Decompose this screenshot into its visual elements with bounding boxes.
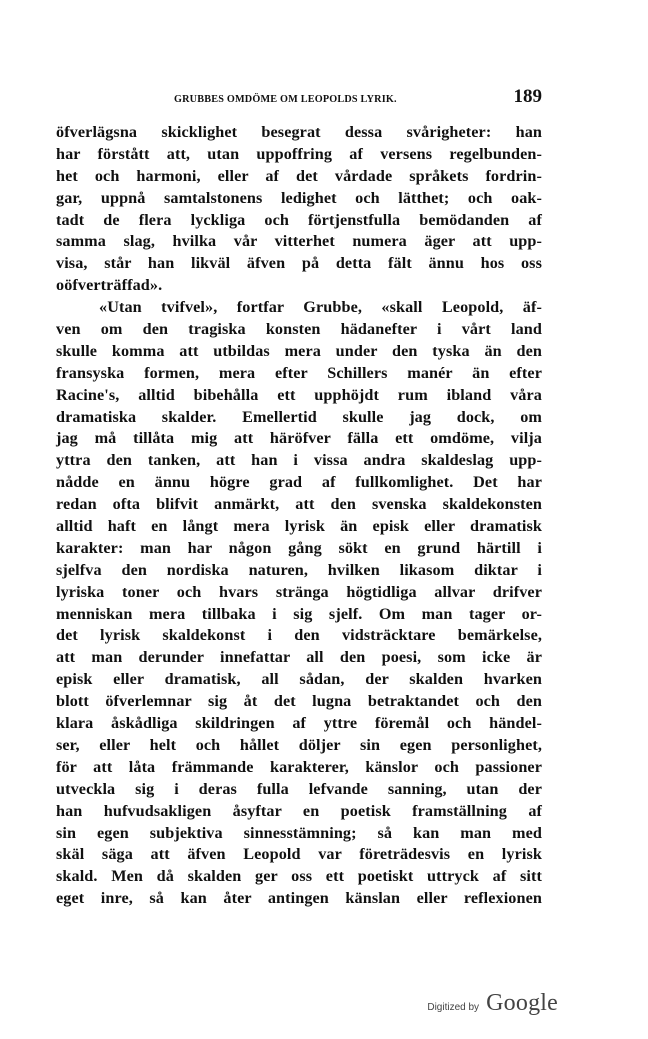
text-line: karakter: man har någon gång sökt en grund härtill i [56,538,542,557]
text-line: ven om den tragiska konsten hädanefter i vårt land [56,320,542,339]
text-line: tadt de flera lyckliga och förtjenstfulla bemödanden af [56,210,542,229]
digitized-by-label: Digitized by [427,1002,480,1013]
digitized-by-watermark [427,990,558,1017]
text-line: fransyska formen, mera efter Schillers manér än efter [56,363,542,382]
text-line: samma slag, hvilka vår vitterhet numera äger att upp- [56,232,542,251]
text-line: blott öfverlemnar sig åt det lugna betraktandet och den [56,692,542,711]
text-line: har förstått att, utan uppoffring af versens regelbunden- [56,144,542,163]
text-line: sjelfva den nordiska naturen, hvilken likasom diktar i [56,560,542,579]
text-line: för att låta främmande karakterer, känslor och passioner [56,757,542,776]
text-line: skulle komma att utbildas mera under den tyska än den [56,341,542,360]
text-line: skald. Men då skalden ger oss ett poetiskt uttryck af sitt [56,867,542,886]
text-line: ser, eller helt och hållet döljer sin egen personlighet, [56,735,542,754]
text-line: eget inre, så kan åter antingen känslan eller reflexionen [56,889,542,908]
text-line: skäl säga att äfven Leopold var företrädesvis en lyrisk [56,845,542,864]
text-line: episk eller dramatisk, all sådan, der skalden hvarken [56,670,542,689]
text-line: het och harmoni, eller af det vårdade språkets fordrin- [56,166,542,185]
text-line: det lyrisk skaldekonst i den vidsträcktare bemärkelse, [56,626,542,645]
google-logo: Google [486,990,558,1016]
text-line: menniskan mera tillbaka i sig sjelf. Om man tager or- [56,604,542,623]
text-line: oöfverträffad». [56,276,163,295]
text-line: visa, står han likväl äfven på detta fält ännu hos oss [56,254,542,273]
page-header [56,86,542,110]
text-line: att man derunder innefattar all den poesi, som icke är [56,648,542,667]
text-line: lyriska toner och hvars stränga högtidliga allvar drifver [56,582,542,601]
text-line: dramatiska skalder. Emellertid skulle jag dock, om [56,407,542,426]
text-line: «Utan tvifvel», fortfar Grubbe, «skall Leopold, äf- [99,298,542,317]
body-text [56,122,542,910]
text-line: jag må tillåta mig att häröfver fälla ett omdöme, vilja [56,429,542,448]
text-line: sin egen subjektiva sinnesstämning; så kan man med [56,823,542,842]
page-number: 189 [513,86,542,107]
text-line: klara åskådliga skildringen af yttre föremål och händel- [56,714,542,733]
text-line: alltid haft en långt mera lyrisk än episk eller dramatisk [56,517,542,536]
running-title: GRUBBES OMDÖME OM LEOPOLDS LYRIK. [174,94,397,105]
text-line: utveckla sig i deras fulla lefvande sanning, utan der [56,779,542,798]
text-line: Racine's, alltid bibehålla ett upphöjdt rum ibland våra [56,385,542,404]
text-line: gar, uppnå samtalstonens ledighet och lätthet; och oak- [56,188,542,207]
text-line: redan ofta blifvit anmärkt, att den svenska skaldekonsten [56,495,542,514]
text-line: yttra den tanken, att han i vissa andra skaldeslag upp- [56,451,542,470]
text-line: öfverlägsna skicklighet besegrat dessa svårigheter: han [56,123,542,141]
text-line: han hufvudsakligen åsyftar en poetisk framställning af [56,801,542,820]
text-line: nådde en ännu högre grad af fullkomlighet. Det har [56,473,542,492]
